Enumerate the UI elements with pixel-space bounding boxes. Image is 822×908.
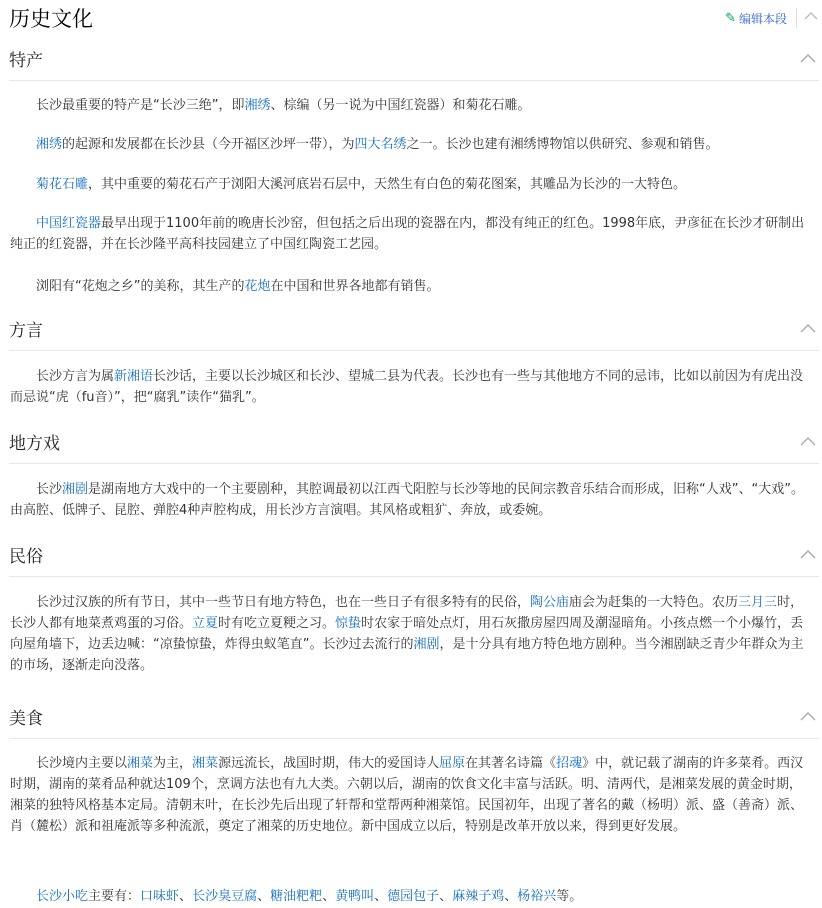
chevron-up-icon[interactable] (799, 50, 817, 68)
text-run: 》中，就记载了湖南的许多菜肴。西汉时期，湖南的菜肴品种就达109个，烹调方法也有九大类。六朝以后，湖南的饮食文化丰富与活跃。明、清两代，是湘菜发展的黄金时期，湘菜的独特风格基本定局。清朝末叶，在长沙先后出现了轩帮和堂帮两种湘菜馆。民国初年，出现了著名的戴（杨明）派、盛（善斋）派、肖（麓松）派和祖庵派等多种流派，奠定了湘菜的历史地位。新中国成立以后，特别是改革开放以来，得到更好发展。 (10, 756, 804, 834)
text-run: 长沙 (36, 482, 63, 497)
paragraph (10, 213, 814, 255)
inline-link[interactable]: 湘剧 (413, 637, 440, 652)
section-title: 方言 (9, 321, 43, 341)
inline-link[interactable]: 新湘语 (114, 369, 154, 384)
text-run: 之一。长沙也建有湘绣博物馆以供研究、参观和销售。 (406, 137, 719, 152)
text-run: 时农家于暗处点灯，用石灰撒房屋四周及潮湿暗角。小孩点燃一个小爆竹，丢向屋角墙下，边丢边喊：“凉蛰惊蛰，炸得虫蚁笔直”。长沙过去流行的 (10, 616, 804, 652)
edit-section-label: 编辑本段 (738, 12, 787, 26)
chevron-up-icon[interactable] (799, 433, 817, 451)
text-run: 、 (374, 889, 388, 904)
text-run: 在其著名诗篇《 (465, 756, 557, 771)
text-run: ，其中重要的菊花石产于浏阳大溪河底岩石层中，天然生有白色的菊花图案，其雕品为长沙的一大特色。 (88, 177, 687, 192)
inline-link[interactable]: 惊蛰 (335, 616, 362, 631)
text-run: 为主， (153, 756, 193, 771)
text-run: 、 (257, 889, 271, 904)
paragraph (10, 753, 814, 837)
inline-link[interactable]: 三月三 (738, 595, 778, 610)
text-run: 、 (322, 889, 336, 904)
text-run: 长沙话，主要以长沙城区和长沙、望城二县为代表。长沙也有一些与其他地方不同的忌讳，比如以前因为有虎出没而忌说“虎（fu音）”，把“腐乳”读作“猫乳”。 (10, 369, 804, 405)
inline-link[interactable]: 杨裕兴 (517, 889, 557, 904)
text-run: 源远流长，战国时期，伟大的爱国诗人 (218, 756, 440, 771)
inline-link[interactable]: 花炮 (244, 279, 271, 294)
inline-link[interactable]: 麻辣子鸡 (452, 889, 505, 904)
inline-link[interactable]: 屈原 (439, 756, 466, 771)
text-run: 长沙方言为属 (36, 369, 115, 384)
text-run: 主要有： (88, 889, 141, 904)
section-header-minsu (9, 542, 819, 577)
inline-link[interactable]: 湘绣 (36, 137, 63, 152)
section-header-difangxi (9, 429, 819, 464)
inline-link[interactable]: 招魂 (556, 756, 583, 771)
inline-link[interactable]: 口味虾 (140, 889, 180, 904)
chevron-up-icon[interactable] (799, 708, 817, 726)
section-title: 美食 (9, 709, 43, 729)
section-title: 特产 (9, 51, 43, 71)
inline-link[interactable]: 德园包子 (387, 889, 440, 904)
edit-section-button[interactable] (725, 10, 787, 28)
inline-link[interactable]: 陶公庙 (530, 595, 570, 610)
inline-link[interactable]: 湘菜 (192, 756, 219, 771)
paragraph (10, 886, 814, 907)
text-run: 长沙最重要的特产是“长沙三绝”，即 (36, 98, 245, 113)
page-header (9, 4, 819, 36)
paragraph (10, 174, 814, 195)
paragraph (10, 276, 814, 297)
section-header-meishi (9, 704, 819, 739)
text-run: 、 (439, 889, 453, 904)
inline-link[interactable]: 湘剧 (62, 482, 89, 497)
inline-link[interactable]: 长沙小吃 (36, 889, 89, 904)
inline-link[interactable]: 四大名绣 (354, 137, 407, 152)
text-run: 时有吃立夏粳之习。 (218, 616, 336, 631)
text-run: 庙会为赶集的一大特色。农历 (569, 595, 739, 610)
text-run: 是湖南地方大戏中的一个主要剧种，其腔调最初以江西弋阳腔与长沙等地的民间宗教音乐结合而形成，旧称“人戏”、“大戏”。由高腔、低牌子、昆腔、弹腔4种声腔构成，用长沙方言演唱。其风格或粗犷、奔放，或委婉。 (10, 482, 804, 518)
text-run: 、 (179, 889, 193, 904)
text-run: 最早出现于1100年前的晚唐长沙窑，但包括之后出现的瓷器在内，都没有纯正的红色。1998年底，尹彦征在长沙才研制出纯正的红瓷器，并在长沙隆平高科技园建立了中国红陶瓷工艺园。 (10, 216, 805, 252)
text-run: 浏阳有“花炮之乡”的美称，其生产的 (36, 279, 245, 294)
text-run: 长沙过汉族的所有节日，其中一些节日有地方特色，也在一些日子有很多特有的民俗， (36, 595, 531, 610)
text-run: 、棕编（另一说为中国红瓷器）和菊花石雕。 (270, 98, 531, 113)
page-title: 历史文化 (9, 7, 93, 31)
pencil-icon: ✎ (725, 11, 736, 26)
text-run: 的起源和发展都在长沙县（今开福区沙坪一带），为 (62, 137, 355, 152)
inline-link[interactable]: 长沙臭豆腐 (192, 889, 258, 904)
inline-link[interactable]: 糖油粑粑 (270, 889, 323, 904)
chevron-up-icon[interactable] (799, 546, 817, 564)
section-title: 民俗 (9, 547, 43, 567)
paragraph (10, 479, 814, 521)
text-run: 在中国和世界各地都有销售。 (270, 279, 440, 294)
text-run: 、 (504, 889, 518, 904)
text-run: 长沙境内主要以 (36, 756, 128, 771)
inline-link[interactable]: 湘绣 (244, 98, 271, 113)
text-run: 等。 (556, 889, 583, 904)
chevron-up-icon[interactable] (803, 9, 819, 28)
text-run: 时，长沙人都有地菜煮鸡蛋的习俗。 (10, 595, 804, 631)
inline-link[interactable]: 立夏 (192, 616, 219, 631)
section-header-fangyan (9, 316, 819, 351)
paragraph (10, 134, 814, 155)
divider (796, 8, 797, 28)
section-title: 地方戏 (9, 434, 60, 454)
inline-link[interactable]: 湘菜 (127, 756, 154, 771)
inline-link[interactable]: 中国红瓷器 (36, 216, 102, 231)
inline-link[interactable]: 菊花石雕 (36, 177, 89, 192)
chevron-up-icon[interactable] (799, 320, 817, 338)
paragraph (10, 366, 814, 408)
paragraph (10, 592, 814, 676)
section-header-techan (9, 46, 819, 81)
text-run: ，是十分具有地方特色地方剧种。当今湘剧缺乏青少年群众为主的市场，逐渐走向没落。 (10, 637, 804, 673)
paragraph (10, 95, 814, 116)
inline-link[interactable]: 黄鸭叫 (335, 889, 375, 904)
